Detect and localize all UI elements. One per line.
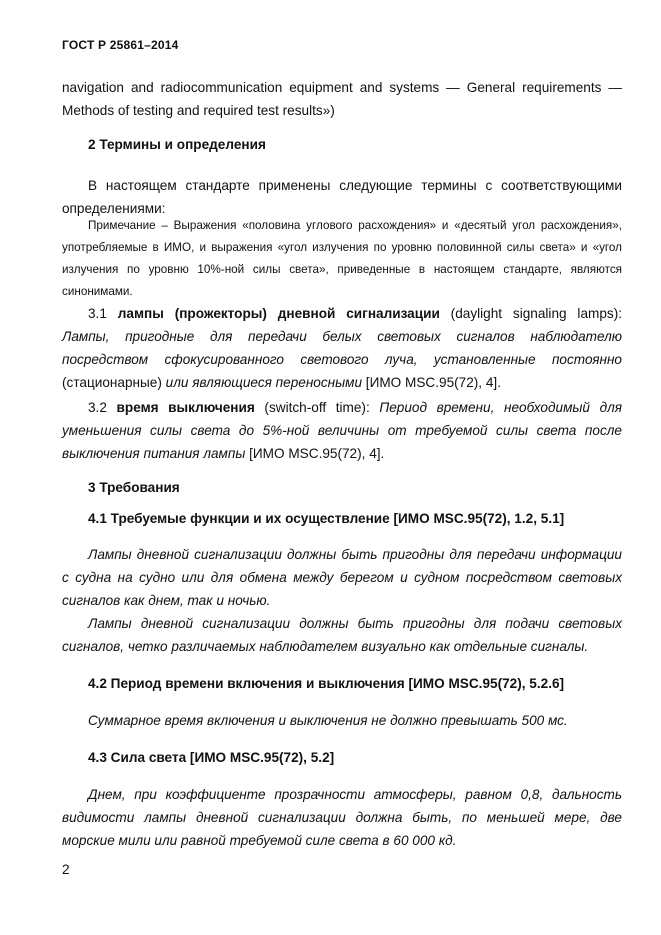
section-3-heading: 3 Требования — [88, 480, 180, 495]
terms-note: Примечание – Выражения «половина углового расхождения» и «десятый угол расхождения», употребляемые в ИМО, и выражения «угол излучения по уровню половинной силы света» и «угол излучения по уровню 10%-ной силы света», приведенные в настоящем стандарте, являются синонимами. — [62, 219, 622, 298]
section-4-1-heading: 4.1 Требуемые функции и их осуществление [ИМО MSC.95(72), 1.2, 5.1] — [88, 511, 565, 526]
section-4-3-paragraph: Днем, при коэффициенте прозрачности атмосферы, равном 0,8, дальность видимости лампы дневной сигнализации должна быть, по меньшей мере, две морские мили или равной требуемой силе света в 60 000 кд. — [62, 787, 622, 848]
term-3-2-term: время выключения — [116, 400, 255, 415]
term-3-1-reference: [ИМО MSC.95(72), 4]. — [362, 375, 501, 390]
section-4-3-heading: 4.3 Сила света [ИМО MSC.95(72), 5.2] — [88, 750, 335, 765]
term-3-2-definition: Период времени, необходимый для уменьшения силы света до 5%-ной величины от требуемой силы света после выключения питания лампы — [62, 400, 623, 461]
section-4-1-paragraph-1: Лампы дневной сигнализации должны быть пригодны для передачи информации с судна на судно или для обмена между берегом и судном посредством световых сигналов как днем, так и ночью. — [62, 547, 622, 608]
term-3-1 — [62, 302, 622, 394]
term-3-1-english: (daylight signaling lamps): — [439, 306, 622, 321]
section-4-2-heading: 4.2 Период времени включения и выключения [ИМО MSC.95(72), 5.2.6] — [88, 676, 565, 691]
document-header-id: ГОСТ Р 25861–2014 — [62, 38, 179, 52]
term-3-1-stationary: (стационарные) — [62, 375, 166, 390]
term-3-2-reference: [ИМО MSC.95(72), 4]. — [245, 446, 385, 461]
section-2-intro: В настоящем стандарте применены следующие термины с соответствующими определениями: — [62, 178, 622, 216]
section-4-1-paragraph-2: Лампы дневной сигнализации должны быть пригодны для подачи световых сигналов, четко различаемых наблюдателем визуально как отдельные сигналы. — [62, 616, 622, 654]
section-2-heading: 2 Термины и определения — [88, 137, 266, 152]
term-3-1-definition-end: или являющиеся переносными — [165, 375, 363, 390]
term-3-1-definition: Лампы, пригодные для передачи белых световых сигналов наблюдателю посредством сфокусированного светового луча, установленные постоянно — [62, 329, 622, 367]
term-3-2 — [62, 396, 622, 465]
section-4-2-paragraph: Суммарное время включения и выключения не должно превышать 500 мс. — [88, 713, 568, 728]
term-3-1-term: лампы (прожекторы) дневной сигнализации — [117, 306, 440, 321]
term-3-1-number: 3.1 — [88, 306, 118, 321]
term-3-2-english: (switch-off time): — [254, 400, 380, 415]
page-number: 2 — [62, 862, 70, 877]
continuation-text: navigation and radiocommunication equipment and systems — General requirements — Methods of testing and required test results») — [62, 80, 622, 118]
term-3-2-number: 3.2 — [88, 400, 117, 415]
